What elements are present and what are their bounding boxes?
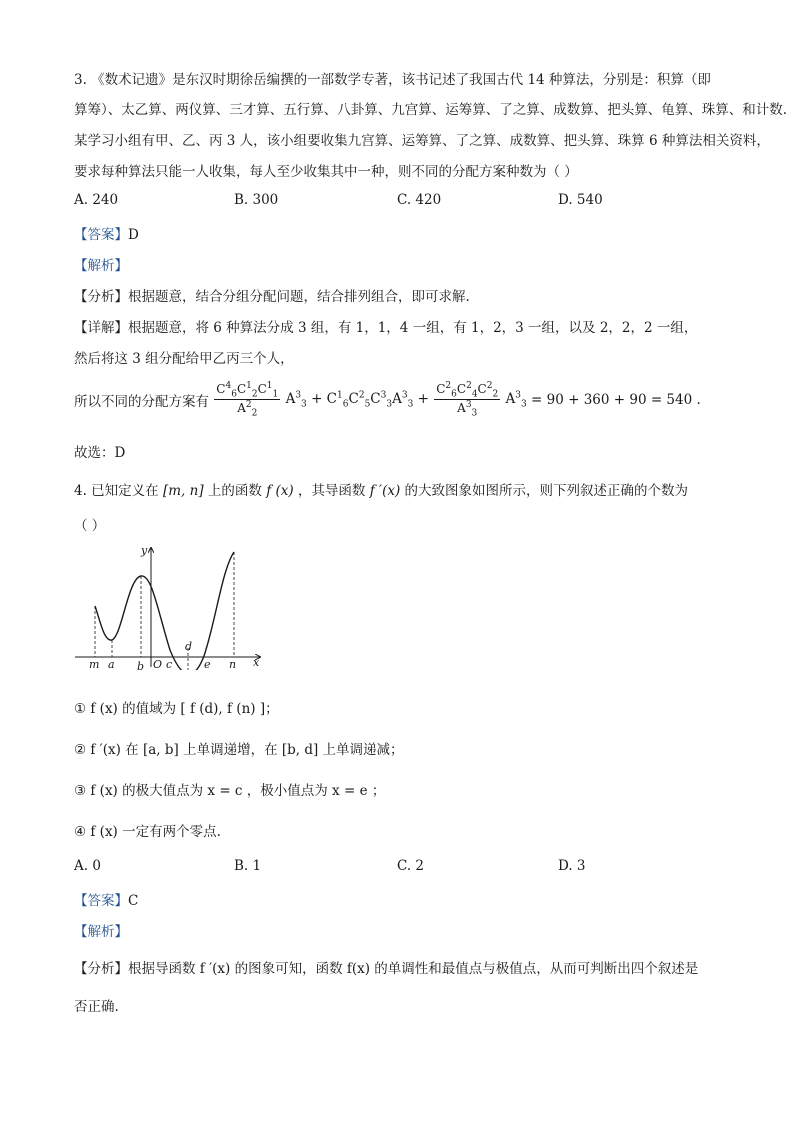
derivative-graph [70, 540, 270, 670]
q4-statement-3: ③ f (x) 的极大值点为 x = c ，极小值点为 x = e ； [74, 783, 386, 799]
q4-fenxi-tag: 【分析】 [74, 961, 128, 977]
label-d: d [185, 640, 193, 653]
label-a: a [108, 658, 115, 670]
q4-option-d: D. 3 [558, 858, 586, 874]
q4-statement-4: ④ f (x) 一定有两个零点. [74, 824, 221, 840]
q3-fenxi-tag: 【分析】 [74, 289, 128, 305]
q4-answer-tag: 【答案】 [74, 893, 128, 909]
label-y: y [141, 544, 148, 557]
q3-fenxi-row [74, 285, 470, 305]
q3-xiangjie-tag: 【详解】 [74, 320, 128, 336]
label-c: c [166, 658, 173, 670]
q4-paren: （ ） [74, 518, 106, 534]
q4-stem-interval: [m, n] [162, 483, 204, 499]
q4-statement-2: ② f ′(x) 在 [a, b] 上单调递增，在 [b, d] 上单调递减； [74, 742, 404, 758]
q3-analysis-tag: 【解析】 [74, 258, 128, 274]
q3-xiangjie-text: 根据题意，将 6 种算法分成 3 组，有 1，1，4 一组，有 1，2，3 一组，以及 2，2，2 一组， [128, 320, 698, 336]
q4-option-c: C. 2 [397, 858, 425, 874]
q4-stem-mid: 上的函数 [207, 483, 262, 499]
q3-stem-line-1: 3. 《数术记遗》是东汉时期徐岳编撰的一部数学专著，该书记述了我国古代 14 种算法，分别是：积算（即 [74, 72, 711, 88]
q4-answer-value: C [128, 893, 139, 909]
q4-stem-fpx: f ′(x) [369, 483, 401, 499]
q4-fenxi-row [74, 957, 698, 977]
q3-stem-line-3: 某学习小组有甲、乙、丙 3 人，该小组要收集九宫算、运筹算、了之算、成数算、把头算、珠算 6 种算法相关资料， [74, 133, 770, 149]
q3-answer-row [74, 223, 139, 243]
q3-xiangjie-row [74, 316, 697, 336]
label-m: m [89, 658, 100, 670]
formula-fraction-2: $\frac{C^2_6C^2_4C^2_2}{A^3_3}$ [436, 381, 499, 419]
q3-stem-line-2: 算筹）、太乙算、两仪算、三才算、五行算、八卦算、九宫算、运筹算、了之算、成数算、把头算、龟算、珠算、和计数. [74, 102, 788, 118]
q3-fenxi-text: 根据题意，结合分组分配问题，结合排列组合，即可求解. [128, 289, 470, 305]
q3-formula-result: = 90 + 360 + 90 = 540 . [531, 391, 701, 408]
q4-stem-suffix: 的大致图象如图所示，则下列叙述正确的个数为 [404, 483, 689, 499]
q4-stem-mid2: ，其导函数 [297, 483, 366, 499]
q4-fenxi-text: 根据导函数 f ′(x) 的图象可知，函数 f(x) 的单调性和最值点与极值点，从而可判断出四个叙述是 [128, 961, 699, 977]
q4-stem-fx: f (x) [266, 483, 294, 499]
q4-stem-prefix: 4. 已知定义在 [74, 483, 159, 499]
q3-choose: 故选：D [74, 445, 126, 461]
q3-answer-value: D [128, 227, 139, 243]
q4-answer-row [74, 889, 138, 909]
label-x: x [253, 656, 260, 669]
q3-option-d: D. 540 [558, 192, 603, 208]
derivative-curve [95, 552, 237, 670]
label-o: O [153, 658, 163, 670]
q3-option-b: B. 300 [234, 192, 279, 208]
q4-option-a: A. 0 [74, 858, 101, 874]
q4-option-b: B. 1 [234, 858, 262, 874]
label-b: b [137, 660, 145, 670]
q4-stem [74, 479, 688, 499]
q3-xiangjie-line-2: 然后将这 3 组分配给甲乙丙三个人， [74, 351, 294, 367]
q3-formula-prefix: 所以不同的分配方案有 [74, 393, 209, 410]
q4-analysis-tag: 【解析】 [74, 924, 128, 940]
formula-fraction-1: $\frac{C^4_6C^1_2C^1_1}{A^2_2}$ [216, 381, 279, 419]
q4-statement-1: ① f (x) 的值域为 [ f (d), f (n) ]； [74, 701, 279, 717]
q3-answer-tag: 【答案】 [74, 227, 128, 243]
label-n: n [229, 658, 237, 670]
q3-formula-row: 所以不同的分配方案有 $\frac{C^4_6C^1_2C^1_1}{A^2_2}$ $A^3_3 + C^1_6C^2_5C^3_3A^3_3$ + $\frac{C^2_6C^2_4C^2_2}{A^3_3}$ $A^3_3 = 90 + 360 + 90 = 540$ . [74, 381, 701, 419]
label-e: e [204, 658, 211, 670]
q3-option-c: C. 420 [397, 192, 442, 208]
q3-stem-line-4: 要求每种算法只能一人收集，每人至少收集其中一种，则不同的分配方案种数为（ ） [74, 164, 578, 180]
q3-option-a: A. 240 [74, 192, 119, 208]
q4-fenxi-line-2: 否正确. [74, 999, 119, 1015]
